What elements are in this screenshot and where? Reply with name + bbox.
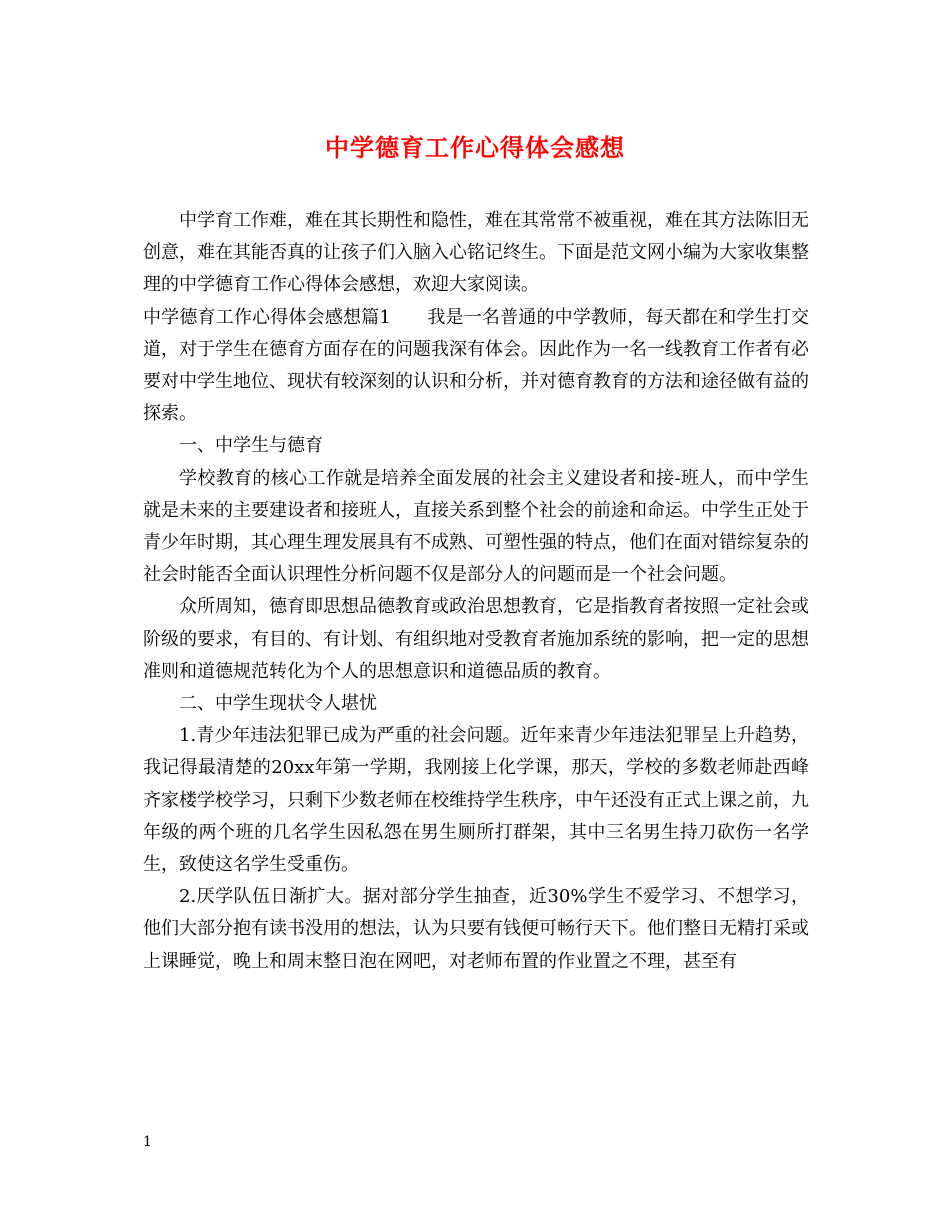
body-paragraph: 1.青少年违法犯罪已成为严重的社会问题。近年来青少年违法犯罪呈上升趋势，我记得最清楚的20xx年第一学期，我刚接上化学课，那天，学校的多数老师赴西峰齐家楼学校学习，只剩下少数老师在校维持学生秩序，中午还没有正式上课之前，九年级的两个班的几名学生因私怨在男生厕所打群架，其中三名男生持刀砍伤一名学生，致使这名学生受重伤。 <box>143 725 809 876</box>
document-title: 中学德育工作心得体会感想 <box>325 133 625 162</box>
section-paragraph-1: 中学德育工作心得体会感想篇1 我是一名普通的中学教师，每天都在和学生打交道，对于学生在德育方面存在的问题我深有体会。因此作为一名一线教育工作者有必要对中学生地位、现状有较深刻的认识和分析，并对德育教育的方法和途径做有益的探索。 <box>143 306 809 425</box>
body-paragraph: 学校教育的核心工作就是培养全面发展的社会主义建设者和接-班人，而中学生就是未来的主要建设者和接班人，直接关系到整个社会的前途和命运。中学生正处于青少年时期，其心理生理发展具有不成熟、可塑性强的特点，他们在面对错综复杂的社会时能否全面认识理性分析问题不仅是部分人的问题而是一个社会问题。 <box>143 467 809 586</box>
document-body <box>143 205 809 978</box>
intro-paragraph: 中学育工作难，难在其长期性和隐性，难在其常常不被重视，难在其方法陈旧无创意，难在其能否真的让孩子们入脑入心铭记终生。下面是范文网小编为大家收集整理的中学德育工作心得体会感想，欢迎大家阅读。 <box>143 210 809 296</box>
section-heading-2: 二、中学生现状令人堪忧 <box>179 693 377 715</box>
body-paragraph: 2.厌学队伍日渐扩大。据对部分学生抽查，近30%学生不爱学习、不想学习，他们大部分抱有读书没用的想法，认为只要有钱便可畅行天下。他们整日无精打采或上课睡觉，晚上和周末整日泡在网吧，对老师布置的作业置之不理，甚至有 <box>143 886 809 972</box>
section-heading-1: 一、中学生与德育 <box>179 435 323 457</box>
page-number: 1 <box>143 1134 152 1150</box>
body-paragraph: 众所周知，德育即思想品德教育或政治思想教育，它是指教育者按照一定社会或阶级的要求，有目的、有计划、有组织地对受教育者施加系统的影响，把一定的思想准则和道德规范转化为个人的思想意识和道德品质的教育。 <box>143 596 809 682</box>
